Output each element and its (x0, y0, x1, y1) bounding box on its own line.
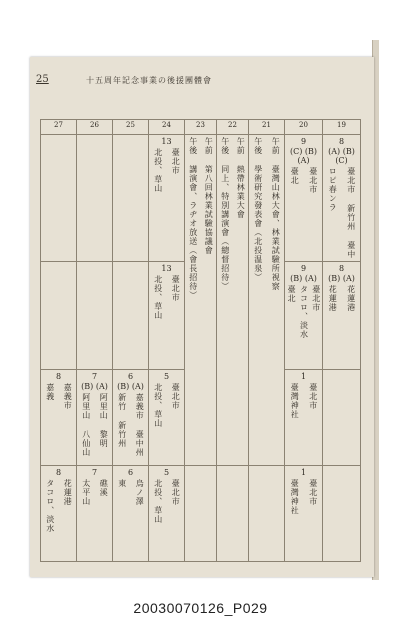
cell-empty (113, 135, 149, 262)
day-number: 1 (300, 468, 307, 477)
image-caption: 20030070126_P029 (133, 600, 268, 616)
column-header: 25 (113, 120, 149, 135)
cell-empty (113, 262, 149, 370)
cell-empty (249, 466, 285, 562)
entry-text: 臺灣神社 (290, 479, 300, 515)
cell-24 (149, 370, 185, 466)
column-header: 23 (185, 120, 217, 135)
group-label: (C) (B) (A) (289, 147, 318, 165)
entry-text: 北投、草山 (153, 275, 163, 320)
entry-text: 北投、草山 (153, 479, 163, 524)
column-header-row (41, 120, 361, 135)
cell-24 (149, 135, 185, 262)
column-header: 26 (77, 120, 113, 135)
schedule-table (40, 119, 361, 562)
entry-text: ロピ春ンラ (328, 167, 338, 212)
entry-text: 東 (117, 479, 127, 488)
cell-empty (41, 262, 77, 370)
entry-text: 烏ノ澤 (135, 479, 145, 506)
entry-text: 臺北 (287, 285, 297, 303)
day-number: 8 (55, 372, 62, 381)
entry-text: 嘉義 (45, 383, 55, 401)
entry-text: 嘉義市 臺中州 (135, 393, 145, 457)
entry-text: 臺北市 (308, 383, 318, 410)
day-number: 6 (127, 468, 134, 477)
cell-24 (149, 262, 185, 370)
entry-text: 阿里山 八仙山 (81, 393, 91, 457)
column-header: 27 (41, 120, 77, 135)
group-label: (B) (A) (117, 382, 144, 391)
entry-text: タコロ、淡水 (299, 285, 309, 339)
cell-empty (217, 466, 249, 562)
entry-text: 臺北市 (171, 148, 181, 175)
entry-text: 臺北市 (311, 285, 321, 312)
day-number: 5 (163, 372, 170, 381)
entry-text: 阿里山 黎明 (99, 393, 109, 448)
day-number: 7 (91, 468, 98, 477)
entry-text: 臺北市 (308, 479, 318, 506)
column-header: 22 (217, 120, 249, 135)
entry-text: 臺北市 (171, 479, 181, 506)
group-label: (A) (B) (C) (328, 147, 355, 165)
cell-20 (285, 262, 323, 370)
schedule-block-1 (41, 135, 361, 262)
entry-text: 臺北市 (308, 167, 318, 194)
day-number: 8 (338, 137, 345, 146)
day-number: 8 (55, 468, 62, 477)
cell-25 (113, 370, 149, 466)
entry-text: 午後 講演會、ラヂオ放送（會長招待） (188, 137, 198, 300)
cell-19 (323, 262, 361, 370)
cell-19 (323, 135, 361, 262)
entry-text: 午後 同上、特別講演會（總督招待） (220, 137, 230, 291)
cell-empty (185, 466, 217, 562)
entry-text: 太平山 (81, 479, 91, 506)
column-header: 20 (285, 120, 323, 135)
entry-text: 臺北市 新竹州 臺中 (346, 167, 356, 259)
entry-text: タコロ、淡水 (45, 479, 55, 533)
cell-24 (149, 466, 185, 562)
running-title: 十五周年記念事業の後援團體會 (86, 76, 212, 85)
cell-27 (41, 466, 77, 562)
group-label: (B) (A) (81, 382, 108, 391)
cell-empty (323, 466, 361, 562)
cell-22 (217, 135, 249, 466)
cell-26 (77, 370, 113, 466)
group-label: (B) (A) (290, 274, 317, 283)
entry-text: 臺北 (290, 167, 300, 185)
cell-23 (185, 135, 217, 466)
group-label: (B) (A) (328, 274, 355, 283)
entry-text: 臺北市 (171, 383, 181, 410)
schedule-block-4 (41, 466, 361, 562)
entry-text: 嘉義市 (63, 383, 73, 410)
day-number: 9 (300, 264, 307, 273)
entry-text: 午後 學術研究發表會（北投温泉） (253, 137, 263, 282)
entry-text: 花蓮港 (63, 479, 73, 506)
cell-empty (323, 370, 361, 466)
column-header: 19 (323, 120, 361, 135)
day-number: 5 (163, 468, 170, 477)
cell-empty (77, 135, 113, 262)
page-number: 25 (36, 74, 49, 85)
day-number: 13 (161, 137, 172, 146)
entry-text: 臺灣神社 (290, 383, 300, 419)
cell-26 (77, 466, 113, 562)
cell-21 (249, 135, 285, 466)
entry-text: 午前 熱帶林業大會 (236, 137, 246, 219)
entry-text: 花蓮港 (328, 285, 338, 312)
cell-25 (113, 466, 149, 562)
cell-empty (77, 262, 113, 370)
column-header: 24 (149, 120, 185, 135)
cell-27 (41, 370, 77, 466)
cell-20 (285, 135, 323, 262)
day-number: 9 (300, 137, 307, 146)
entry-text: 花蓮港 (346, 285, 356, 312)
cell-empty (41, 135, 77, 262)
day-number: 1 (300, 372, 307, 381)
day-number: 6 (127, 372, 134, 381)
day-number: 8 (338, 264, 345, 273)
entry-text: 新竹 新竹州 (117, 393, 127, 448)
cell-20 (285, 466, 323, 562)
day-number: 13 (161, 264, 172, 273)
entry-text: 礁溪 (99, 479, 109, 497)
cell-20 (285, 370, 323, 466)
entry-text: 午前 第八回林業試驗協議會 (204, 137, 214, 255)
column-header: 21 (249, 120, 285, 135)
day-number: 7 (91, 372, 98, 381)
entry-text: 午前 臺灣山林大會、林業試驗所視察 (271, 137, 281, 291)
page-header (36, 74, 366, 88)
entry-text: 北投、草山 (153, 383, 163, 428)
entry-text: 臺北市 (171, 275, 181, 302)
entry-text: 北投、草山 (153, 148, 163, 193)
